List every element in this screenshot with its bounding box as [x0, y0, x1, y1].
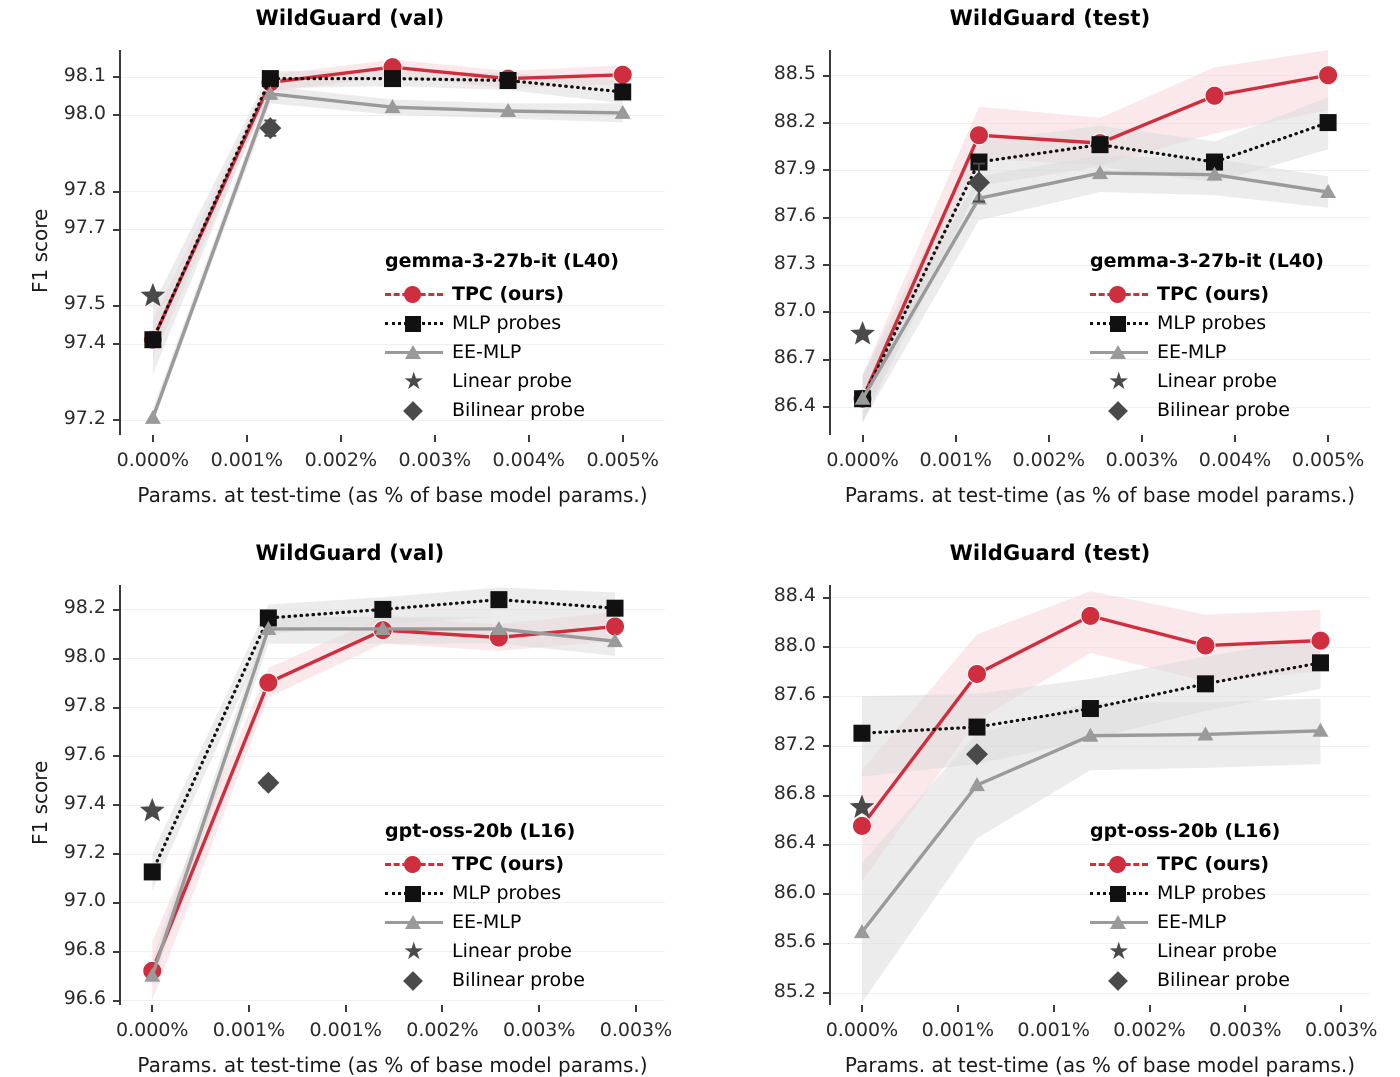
- x-tick-label: 0.002%: [1012, 449, 1085, 471]
- y-tick-label: 98.0: [63, 645, 106, 668]
- y-tick-label: 85.2: [773, 979, 816, 1002]
- y-tick-label: 97.0: [63, 889, 106, 912]
- legend-item-tpc: [1090, 849, 1290, 878]
- legend-key-mlp: [1090, 882, 1148, 904]
- legend-label: TPC (ours): [1157, 852, 1270, 875]
- legend-label: Bilinear probe: [452, 398, 585, 421]
- legend-label: TPC (ours): [452, 282, 565, 305]
- legend-label: MLP probes: [452, 311, 562, 334]
- panel-title: WildGuard (val): [255, 6, 445, 30]
- x-tick: [340, 435, 342, 442]
- data-point-star: [140, 798, 165, 822]
- x-tick: [861, 1005, 863, 1012]
- y-tick-label: 86.7: [773, 346, 816, 369]
- y-tick-label: 85.6: [773, 930, 816, 953]
- legend-label: EE-MLP: [452, 340, 522, 363]
- legend-key-tpc: [1090, 853, 1148, 875]
- x-axis-label: Params. at test-time (as % of base model params.): [137, 1053, 648, 1077]
- x-tick: [1327, 435, 1329, 442]
- legend-key-eemlp: [1090, 911, 1148, 933]
- legend-label: Bilinear probe: [452, 968, 585, 991]
- y-tick-label: 86.4: [773, 393, 816, 416]
- square-marker-icon: [1110, 316, 1126, 332]
- x-axis-label: Params. at test-time (as % of base model params.): [844, 483, 1356, 507]
- x-axis-label: Params. at test-time (as % of base model params.): [137, 483, 648, 507]
- legend-label: Bilinear probe: [1157, 968, 1290, 991]
- legend-item-eemlp: [385, 907, 585, 936]
- x-tick-label: 0.000%: [116, 1019, 189, 1041]
- x-tick: [528, 435, 530, 442]
- y-tick-label: 97.2: [63, 406, 106, 429]
- x-tick-label: 0.001%: [212, 1019, 286, 1041]
- x-tick-label: 0.002%: [304, 449, 378, 471]
- legend-item-linear: [1090, 366, 1324, 395]
- legend-item-mlp: [385, 878, 585, 907]
- triangle-marker-icon: [405, 915, 421, 929]
- legend-label: MLP probes: [1157, 311, 1267, 334]
- x-tick: [1141, 435, 1143, 442]
- x-tick: [955, 435, 957, 442]
- x-tick-label: 0.002%: [406, 1019, 479, 1041]
- legend-item-bilinear: [1090, 965, 1290, 994]
- y-tick-label: 87.6: [773, 204, 816, 227]
- star-marker-icon: ★: [403, 366, 425, 395]
- data-point-star: [850, 321, 875, 345]
- legend-label: Linear probe: [1157, 939, 1277, 962]
- legend-key-bilinear: [385, 399, 443, 421]
- y-tick-label: 97.2: [63, 840, 106, 863]
- x-tick-label: 0.003%: [502, 1019, 576, 1041]
- square-marker-icon: [405, 316, 421, 332]
- y-tick-label: 96.6: [63, 987, 106, 1010]
- legend-label: Linear probe: [1157, 369, 1277, 392]
- data-point-square: [968, 719, 985, 736]
- diamond-marker-icon: [403, 401, 423, 421]
- legend-item-bilinear: [1090, 395, 1324, 424]
- y-tick-label: 88.4: [773, 584, 816, 607]
- legend-key-linear: [385, 366, 443, 395]
- legend-key-linear: [1090, 366, 1148, 395]
- y-axis-label: F1 score: [28, 760, 52, 845]
- panel-bottom-left: [0, 535, 700, 1077]
- square-marker-icon: [1110, 886, 1126, 902]
- data-point-circle: [852, 816, 871, 835]
- x-tick-label: 0.003%: [398, 449, 471, 471]
- y-tick-label: 86.8: [773, 782, 816, 804]
- legend-key-tpc: [385, 283, 443, 305]
- x-tick-label: 0.003%: [599, 1019, 673, 1041]
- legend: [1090, 820, 1290, 994]
- y-tick-label: 98.2: [63, 596, 106, 619]
- diamond-marker-icon: [1108, 971, 1128, 991]
- x-tick-label: 0.000%: [116, 449, 190, 471]
- data-point-square: [262, 70, 279, 87]
- y-tick-label: 87.2: [773, 732, 816, 755]
- x-tick: [622, 435, 624, 442]
- triangle-marker-icon: [1110, 915, 1126, 929]
- x-tick: [1048, 435, 1050, 442]
- x-tick-label: 0.000%: [826, 449, 899, 471]
- legend-item-linear: [385, 366, 619, 395]
- x-tick: [151, 1005, 153, 1012]
- legend-label: Linear probe: [452, 369, 572, 392]
- x-tick: [152, 435, 154, 442]
- y-tick-label: 97.4: [63, 330, 106, 353]
- legend: [385, 820, 585, 994]
- x-tick: [248, 1005, 250, 1012]
- circle-marker-icon: [404, 856, 421, 873]
- x-tick: [345, 1005, 347, 1012]
- y-tick-label: 87.0: [773, 298, 816, 321]
- data-point-square: [144, 331, 161, 348]
- data-point-square: [1320, 114, 1337, 131]
- data-point-circle: [1319, 66, 1338, 85]
- legend-label: TPC (ours): [452, 852, 565, 875]
- x-tick: [957, 1005, 959, 1012]
- legend: [385, 250, 619, 424]
- legend-label: EE-MLP: [1157, 910, 1227, 933]
- legend-item-linear: [1090, 936, 1290, 965]
- y-tick-label: 88.5: [773, 62, 816, 85]
- legend-item-mlp: [1090, 308, 1324, 337]
- y-tick-label: 97.8: [63, 178, 106, 201]
- y-tick-label: 97.6: [63, 742, 106, 765]
- legend-item-tpc: [1090, 279, 1324, 308]
- legend-item-linear: [385, 936, 585, 965]
- legend-item-mlp: [385, 308, 619, 337]
- x-tick-label: 0.003%: [1305, 1019, 1378, 1041]
- x-tick-label: 0.004%: [492, 449, 565, 471]
- legend-label: TPC (ours): [1157, 282, 1270, 305]
- x-tick: [1149, 1005, 1151, 1012]
- data-point-square: [607, 600, 624, 617]
- x-axis-label: Params. at test-time (as % of base model params.): [844, 1053, 1356, 1077]
- legend-title: gpt-oss-20b (L16): [385, 820, 576, 842]
- x-tick-label: 0.004%: [1198, 449, 1272, 471]
- star-marker-icon: ★: [1108, 366, 1130, 395]
- data-point-circle: [613, 65, 632, 84]
- x-tick: [246, 435, 248, 442]
- diamond-marker-icon: [403, 971, 423, 991]
- legend-item-eemlp: [1090, 907, 1290, 936]
- legend: [1090, 250, 1324, 424]
- panel-top-left: [0, 0, 700, 535]
- legend-label: Bilinear probe: [1157, 398, 1290, 421]
- legend-key-linear: [1090, 936, 1148, 965]
- star-marker-icon: ★: [403, 936, 425, 965]
- x-tick-label: 0.000%: [825, 1019, 899, 1041]
- x-tick-label: 0.002%: [1113, 1019, 1186, 1041]
- data-point-circle: [969, 126, 988, 145]
- y-tick-label: 86.4: [773, 831, 816, 854]
- y-tick-label: 97.8: [63, 694, 106, 717]
- y-tick-label: 87.3: [773, 251, 816, 274]
- legend-item-eemlp: [385, 337, 619, 366]
- x-tick-label: 0.001%: [921, 1019, 995, 1041]
- legend-item-tpc: [385, 849, 585, 878]
- x-tick: [1234, 435, 1236, 442]
- triangle-marker-icon: [1110, 345, 1126, 359]
- legend-item-bilinear: [385, 965, 585, 994]
- data-point-square: [1312, 654, 1329, 671]
- data-point-square: [853, 725, 870, 742]
- data-point-diamond: [257, 772, 279, 794]
- legend-item-eemlp: [1090, 337, 1324, 366]
- data-point-square: [500, 72, 517, 89]
- x-tick: [635, 1005, 637, 1012]
- legend-key-eemlp: [385, 911, 443, 933]
- data-point-square: [1082, 700, 1099, 717]
- legend-key-mlp: [385, 882, 443, 904]
- legend-key-tpc: [1090, 283, 1148, 305]
- x-tick: [538, 1005, 540, 1012]
- circle-marker-icon: [1109, 856, 1126, 873]
- legend-label: EE-MLP: [452, 910, 522, 933]
- legend-key-eemlp: [1090, 341, 1148, 363]
- circle-marker-icon: [1109, 286, 1126, 303]
- legend-item-tpc: [385, 279, 619, 308]
- legend-label: MLP probes: [1157, 881, 1267, 904]
- x-tick-label: 0.001%: [919, 449, 992, 471]
- x-tick: [1244, 1005, 1246, 1012]
- y-tick-label: 98.1: [63, 63, 106, 86]
- y-tick-label: 88.2: [773, 109, 816, 132]
- x-tick-label: 0.003%: [1105, 449, 1179, 471]
- legend-title: gpt-oss-20b (L16): [1090, 820, 1281, 842]
- y-tick-label: 98.0: [63, 101, 106, 124]
- legend-key-bilinear: [1090, 969, 1148, 991]
- square-marker-icon: [405, 886, 421, 902]
- legend-label: Linear probe: [452, 939, 572, 962]
- legend-item-mlp: [1090, 878, 1290, 907]
- legend-title: gemma-3-27b-it (L40): [1090, 250, 1324, 272]
- data-point-circle: [1081, 606, 1100, 625]
- panel-title: WildGuard (test): [949, 541, 1151, 565]
- triangle-marker-icon: [405, 345, 421, 359]
- x-tick: [1340, 1005, 1342, 1012]
- legend-key-eemlp: [385, 341, 443, 363]
- y-tick-label: 97.4: [63, 791, 106, 814]
- legend-key-mlp: [385, 312, 443, 334]
- legend-label: MLP probes: [452, 881, 562, 904]
- legend-key-mlp: [1090, 312, 1148, 334]
- data-point-circle: [967, 664, 986, 683]
- legend-key-bilinear: [1090, 399, 1148, 421]
- legend-key-bilinear: [385, 969, 443, 991]
- x-tick-label: 0.005%: [586, 449, 659, 471]
- legend-key-tpc: [385, 853, 443, 875]
- x-tick-label: 0.003%: [1209, 1019, 1282, 1041]
- x-tick-label: 0.001%: [309, 1019, 382, 1041]
- circle-marker-icon: [404, 286, 421, 303]
- data-point-square: [144, 863, 161, 880]
- x-tick-label: 0.001%: [1017, 1019, 1090, 1041]
- data-point-circle: [1311, 631, 1330, 650]
- diamond-marker-icon: [1108, 401, 1128, 421]
- panel-title: WildGuard (val): [255, 541, 445, 565]
- x-tick: [434, 435, 436, 442]
- y-axis-label: F1 score: [28, 208, 52, 293]
- y-tick-label: 88.0: [773, 633, 816, 656]
- data-point-square: [1092, 136, 1109, 153]
- star-marker-icon: ★: [1108, 936, 1130, 965]
- panel-title: WildGuard (test): [949, 6, 1151, 30]
- data-point-square: [374, 601, 391, 618]
- x-tick-label: 0.005%: [1291, 449, 1365, 471]
- data-point-square: [614, 83, 631, 100]
- data-point-circle: [1205, 86, 1224, 105]
- panel-bottom-right: [700, 535, 1400, 1077]
- y-tick-label: 87.6: [773, 683, 816, 706]
- legend-title: gemma-3-27b-it (L40): [385, 250, 619, 272]
- x-tick: [1053, 1005, 1055, 1012]
- y-tick-label: 86.0: [773, 880, 816, 903]
- x-tick: [862, 435, 864, 442]
- data-point-square: [384, 70, 401, 87]
- y-tick-label: 87.9: [773, 156, 816, 179]
- x-tick: [441, 1005, 443, 1012]
- data-point-circle: [1196, 636, 1215, 655]
- panel-top-right: [700, 0, 1400, 535]
- legend-item-bilinear: [385, 395, 619, 424]
- legend-label: EE-MLP: [1157, 340, 1227, 363]
- y-tick-label: 96.8: [63, 938, 106, 961]
- data-point-square: [490, 591, 507, 608]
- data-point-square: [1197, 675, 1214, 692]
- data-point-circle: [259, 673, 278, 692]
- data-point-triangle: [145, 410, 161, 424]
- y-tick-label: 97.7: [63, 216, 106, 239]
- legend-key-linear: [385, 936, 443, 965]
- data-point-circle: [606, 617, 625, 636]
- x-tick-label: 0.001%: [210, 449, 284, 471]
- y-tick-label: 97.5: [63, 292, 106, 315]
